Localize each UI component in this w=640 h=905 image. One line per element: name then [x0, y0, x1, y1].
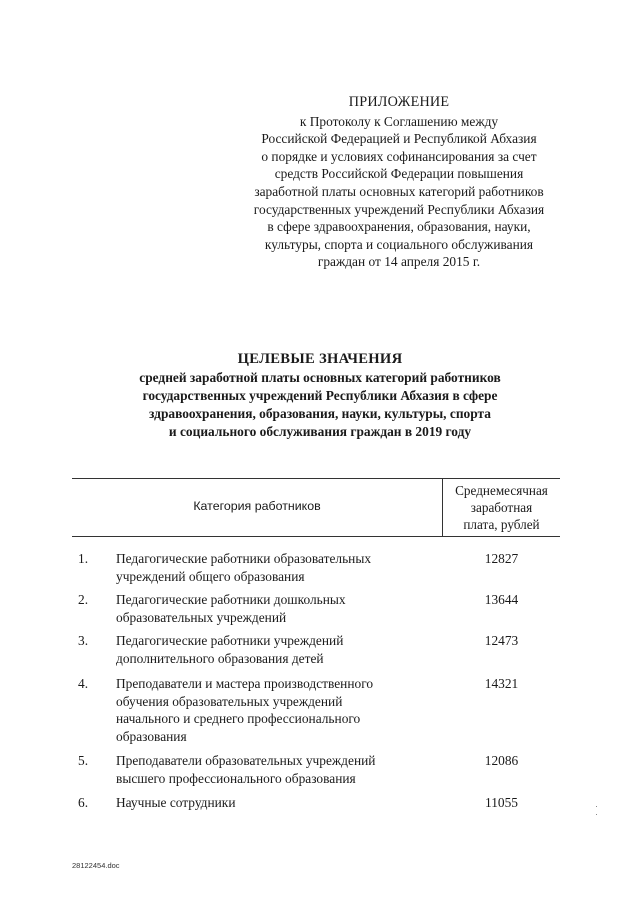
row-number: 5. [78, 753, 89, 768]
appendix-block [232, 94, 566, 271]
scan-artifact [596, 814, 597, 815]
appendix-line: в сфере здравоохранения, образования, науки, [267, 219, 531, 235]
row-category [116, 794, 426, 812]
appendix-line: культуры, спорта и социального обслуживания [264, 236, 534, 252]
appendix-line: заработной платы основных категорий работников [254, 183, 544, 199]
document-title: ЦЕЛЕВЫЕ ЗНАЧЕНИЯ [237, 351, 403, 367]
table-header [72, 478, 560, 537]
scan-artifact [596, 806, 597, 807]
header-salary-line: Среднемесячная [455, 483, 548, 498]
header-salary-line: плата, рублей [463, 517, 540, 532]
row-number: 4. [78, 676, 89, 691]
row-category-line: высшего профессионального образования [116, 770, 356, 786]
row-category-line: образования [116, 728, 187, 744]
row-category-line: обучения образовательных учреждений [116, 693, 343, 709]
row-category-line: Преподаватели и мастера производственного [116, 676, 374, 691]
row-category-line: Педагогические работники учреждений [116, 633, 344, 648]
row-value: 12473 [484, 633, 519, 648]
row-category-line: Педагогические работники образовательных [116, 551, 372, 566]
document-subtitle-line: здравоохранения, образования, науки, культуры, спорта [149, 406, 491, 421]
row-value: 14321 [484, 676, 519, 691]
row-category [116, 675, 426, 745]
appendix-line: средств Российской Федерации повышения [274, 166, 524, 182]
row-value: 12086 [484, 753, 519, 768]
document-subtitle-line: средней заработной платы основных категорий работников [139, 370, 501, 385]
row-number: 2. [78, 592, 89, 607]
document-subtitle-line: и социального обслуживания граждан в 2019 году [168, 424, 472, 439]
salary-table [72, 478, 560, 810]
appendix-line: государственных учреждений Республики Абхазия [253, 201, 545, 217]
row-category-line: начального и среднего профессионального [116, 711, 361, 726]
row-category-line: Научные сотрудники [116, 795, 236, 810]
row-value: 12827 [484, 551, 519, 566]
header-category: Категория работников [193, 499, 321, 513]
appendix-line: к Протоколу к Соглашению между [299, 113, 499, 129]
row-category [116, 752, 426, 787]
row-category-line: учреждений общего образования [116, 568, 305, 584]
row-category-line: дополнительного образования детей [116, 650, 324, 666]
row-category-line: образовательных учреждений [116, 609, 287, 625]
appendix-line: граждан от 14 апреля 2015 г. [317, 254, 481, 270]
header-salary [443, 482, 560, 533]
row-number: 3. [78, 633, 89, 648]
row-category-line: Педагогические работники дошкольных [116, 592, 346, 607]
appendix-line: о порядке и условиях софинансирования за счет [261, 148, 537, 164]
footer-file-code: 28122454.doc [72, 861, 120, 870]
row-category [116, 550, 426, 585]
appendix-line: Российской Федерацией и Республикой Абхазия [261, 131, 537, 147]
row-number: 6. [78, 795, 89, 810]
header-salary-line: заработная [470, 500, 533, 515]
row-value: 11055 [485, 795, 518, 810]
row-value: 13644 [484, 592, 519, 607]
document-title-block [60, 349, 580, 441]
appendix-title: ПРИЛОЖЕНИЕ [348, 94, 450, 110]
row-number: 1. [78, 551, 89, 566]
row-category [116, 591, 426, 626]
row-category-line: Преподаватели образовательных учреждений [116, 753, 376, 768]
document-subtitle-line: государственных учреждений Республики Абхазия в сфере [142, 388, 498, 403]
row-category [116, 632, 426, 667]
